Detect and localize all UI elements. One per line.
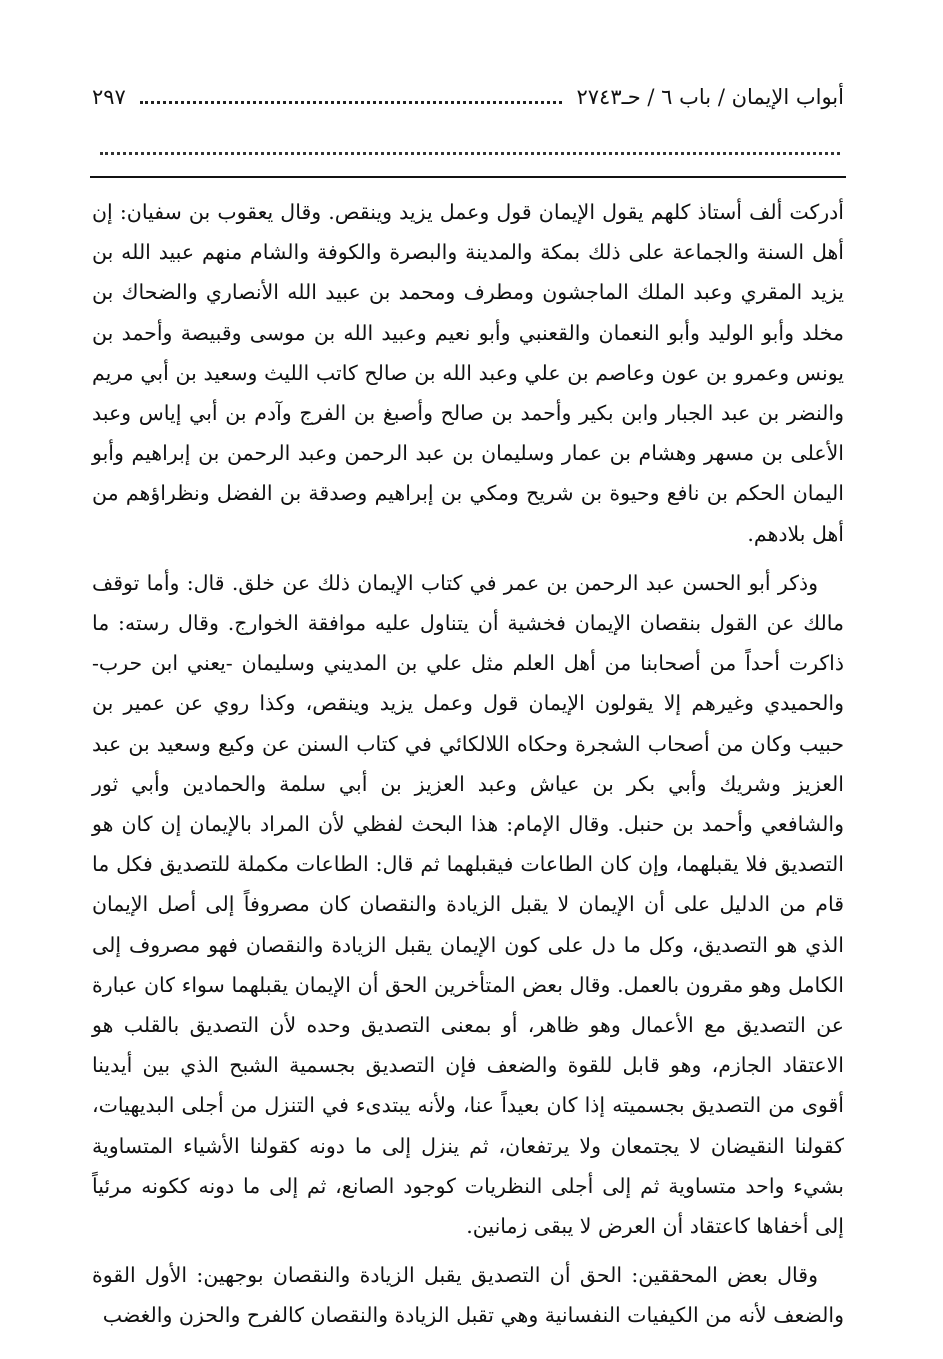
running-title: أبواب الإيمان / باب ٦ / حـ٢٧٤٣	[576, 85, 844, 109]
paragraph-1: أدركت ألف أستاذ كلهم يقول الإيمان قول وعمل يزيد وينقص. وقال يعقوب بن سفيان: إن أهل السنة والجماعة على ذلك بمكة والمدينة والبصرة والكوفة والشام منهم عبيد الله بن يزيد المقري وعبد الملك الماجشون ومطرف ومحمد بن عبيد الله الأنصاري والضحاك بن مخلد وأبو الوليد وأبو النعمان والقعنبي وأبو نعيم وعبيد الله بن موسى وقبيصة وأحمد بن يونس وعمرو بن عون وعاصم بن علي وعبد الله بن صالح كاتب الليث وسعيد بن أبي مريم والنضر بن عبد الجبار وابن بكير وأحمد بن صالح وأصبغ بن الفرج وآدم بن أبي إياس وعبد الأعلى بن مسهر وهشام بن عمار وسليمان بن عبد الرحمن وعبد الرحمن بن إبراهيم وأبو اليمان الحكم بن نافع وحيوة بن شريح ومكي بن إبراهيم وصدقة بن الفضل ونظراؤهم من أهل بلادهم.	[92, 200, 844, 546]
header-rule	[90, 176, 846, 178]
paragraph-3: وقال بعض المحققين: الحق أن التصديق يقبل الزيادة والنقصان بوجهين: الأول القوة والضعف لأنه من الكيفيات النفسانية وهي تقبل الزيادة والنقصان كالفرح والحزن والغضب	[92, 1263, 844, 1328]
page-header	[92, 80, 844, 114]
main-text	[92, 192, 844, 1336]
paragraph-2: وذكر أبو الحسن عبد الرحمن بن عمر في كتاب الإيمان ذلك عن خلق. قال: وأما توقف مالك عن القول بنقصان الإيمان فخشية أن يتناول عليه موافقة الخوارج. وقال رسته: ما ذاكرت أحداً من أصحابنا من أهل العلم مثل علي بن المديني وسليمان -يعني ابن حرب- والحميدي وغيرهم إلا يقولون الإيمان قول وعمل يزيد وينقص، وكذا روي عن عمير بن حبيب وكان من أصحاب الشجرة وحكاه اللالكائي في كتاب السنن عن وكيع وسعيد بن عبد العزيز وشريك وأبي بكر بن عياش وعبد العزيز بن أبي سلمة والحمادين وأبي ثور والشافعي وأحمد بن حنبل. وقال الإمام: هذا البحث لفظي لأن المراد بالإيمان إن كان هو التصديق فلا يقبلهما، وإن كان الطاعات فيقبلهما ثم قال: الطاعات مكملة للتصديق فكل ما قام من الدليل على أن الإيمان لا يقبل الزيادة والنقصان كان مصروفاً إلى أصل الإيمان الذي هو التصديق، وكل ما دل على كون الإيمان يقبل الزيادة والنقصان فهو مصروف إلى الكامل وهو مقرون بالعمل. وقال بعض المتأخرين الحق أن الإيمان يقبلهما سواء كان عبارة عن التصديق مع الأعمال وهو ظاهر، أو بمعنى التصديق وحده لأن التصديق بالقلب هو الاعتقاد الجازم، وهو قابل للقوة والضعف فإن التصديق بجسمية الشبح الذي بين أيدينا أقوى من التصديق بجسميته إذا كان بعيداً عنا، ولأنه يبتدىء في التنزل من أجلى البديهيات، كقولنا النقيضان لا يجتمعان ولا يرتفعان، ثم ينزل إلى ما دونه كقولنا الأشياء المتساوية بشيء واحد متساوية ثم إلى أجلى النظريات كوجود الصانع، ثم إلى ما دونه ككونه مرئياً إلى أخفاها كاعتقاد أن العرض لا يبقى زمانين.	[92, 570, 844, 1239]
footnote-dot-leader	[100, 140, 840, 155]
page-number: ٢٩٧	[92, 85, 126, 109]
header-dot-leader	[140, 91, 563, 104]
